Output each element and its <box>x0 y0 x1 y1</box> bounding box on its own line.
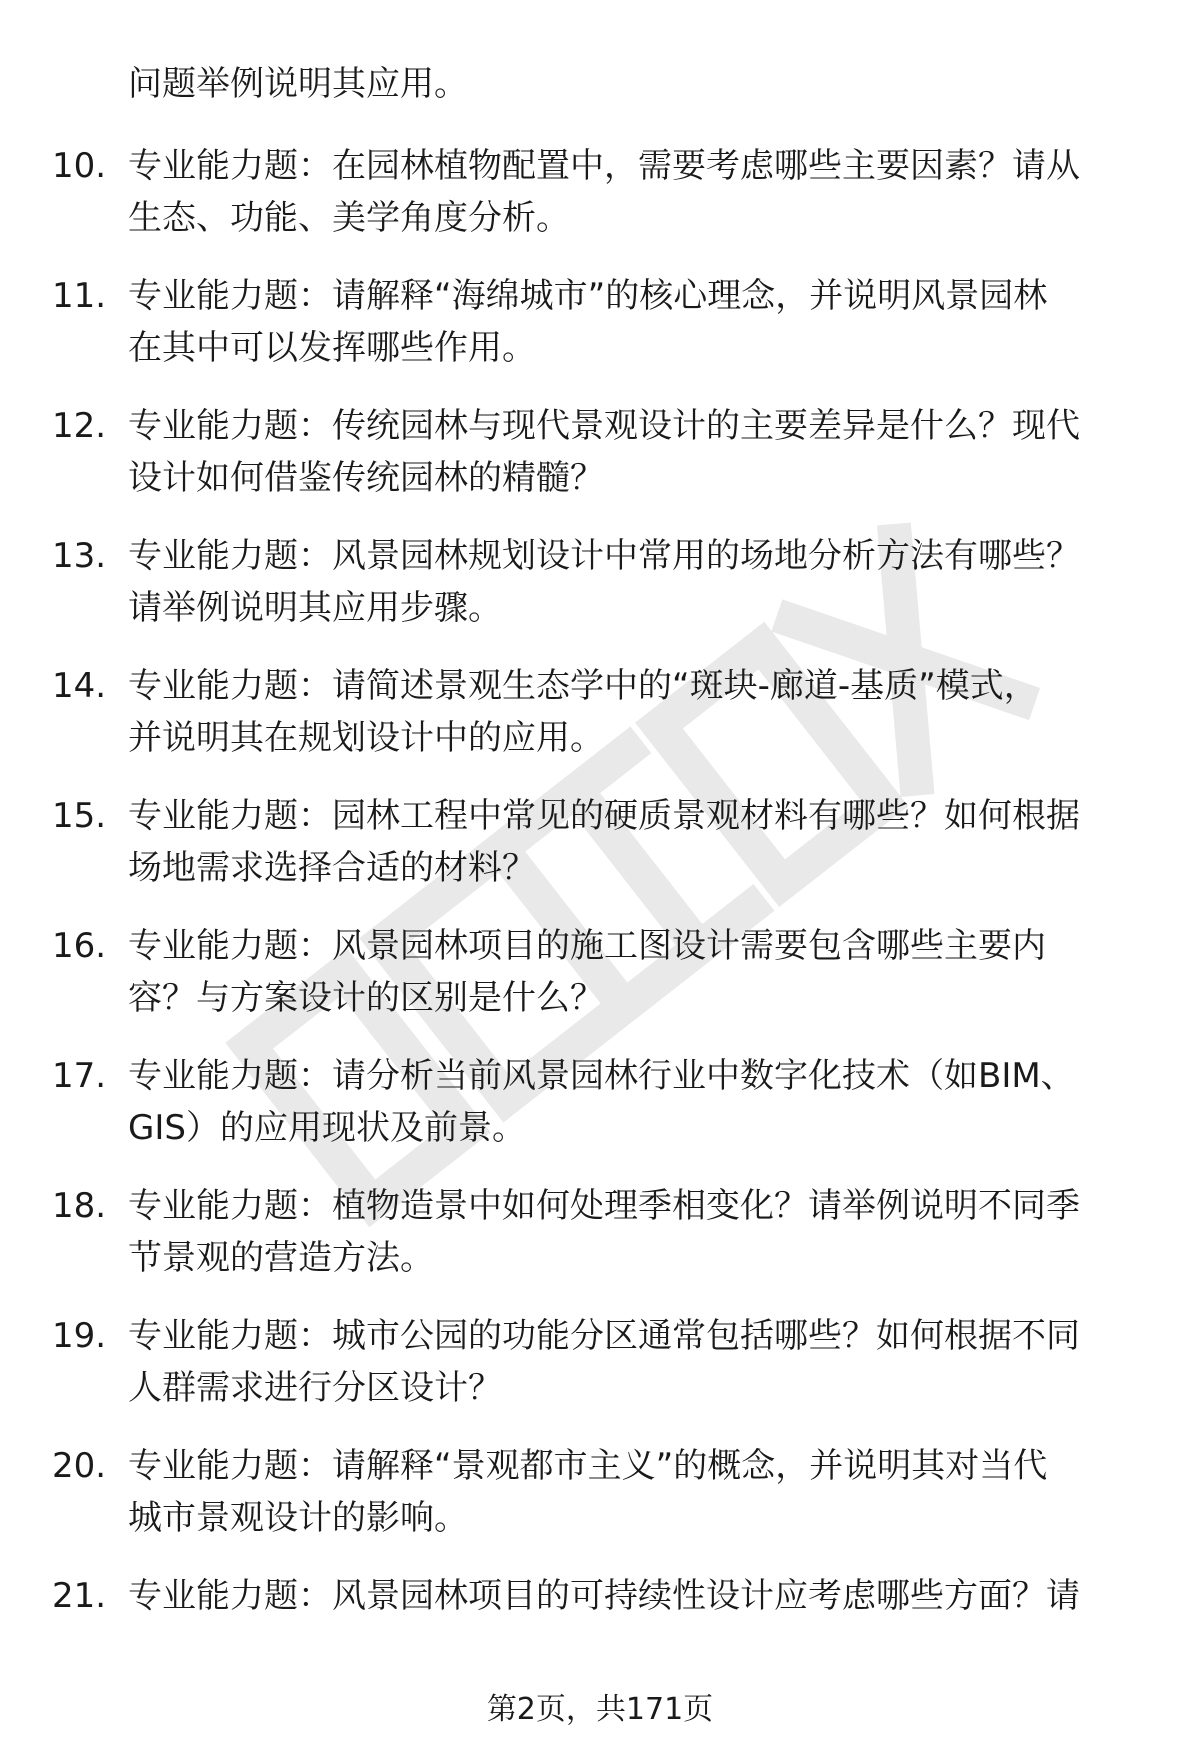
question-text <box>128 790 1138 894</box>
question-number: 21. <box>52 1576 107 1616</box>
question-text <box>128 1440 1138 1544</box>
question-line: 专业能力题：请解释“景观都市主义”的概念，并说明其对当代 <box>128 1446 1048 1486</box>
question-text <box>128 1180 1138 1284</box>
question-number: 18. <box>52 1186 107 1226</box>
question-line: GIS）的应用现状及前景。 <box>128 1108 526 1148</box>
question-item <box>0 1310 1200 1440</box>
question-item <box>0 1440 1200 1570</box>
question-line: 请举例说明其应用步骤。 <box>128 588 502 628</box>
question-number: 12. <box>52 406 107 446</box>
question-item <box>0 1570 1200 1700</box>
question-text <box>128 1310 1138 1414</box>
question-line: 专业能力题：传统园林与现代景观设计的主要差异是什么？现代 <box>128 406 1080 446</box>
question-line: 专业能力题：植物造景中如何处理季相变化？请举例说明不同季 <box>128 1186 1080 1226</box>
question-number: 17. <box>52 1056 107 1096</box>
question-text <box>128 400 1138 504</box>
question-line: 专业能力题：风景园林规划设计中常用的场地分析方法有哪些？ <box>128 536 1080 576</box>
question-item <box>0 270 1200 400</box>
question-text <box>128 1050 1138 1154</box>
question-number: 13. <box>52 536 107 576</box>
question-item <box>0 920 1200 1050</box>
question-line: 人群需求进行分区设计？ <box>128 1368 502 1408</box>
question-item <box>0 660 1200 790</box>
question-line: 设计如何借鉴传统园林的精髓？ <box>128 458 604 498</box>
page-footer: 第2页，共171页 <box>486 1692 714 1727</box>
question-line: 专业能力题：请简述景观生态学中的“斑块-廊道-基质”模式， <box>128 666 1038 706</box>
question-text <box>128 270 1138 374</box>
question-line: 城市景观设计的影响。 <box>128 1498 468 1538</box>
question-text <box>128 140 1138 244</box>
question-list <box>0 140 1200 1700</box>
question-item <box>0 1050 1200 1180</box>
question-line: 场地需求选择合适的材料？ <box>128 848 536 888</box>
question-number: 20. <box>52 1446 107 1486</box>
question-line: 专业能力题：请解释“海绵城市”的核心理念，并说明风景园林 <box>128 276 1048 316</box>
question-item <box>0 790 1200 920</box>
question-line: 容？与方案设计的区别是什么？ <box>128 978 604 1018</box>
question-line: 专业能力题：风景园林项目的可持续性设计应考虑哪些方面？请 <box>128 1576 1080 1616</box>
question-item <box>0 1180 1200 1310</box>
question-line: 专业能力题：城市公园的功能分区通常包括哪些？如何根据不同 <box>128 1316 1080 1356</box>
question-number: 19. <box>52 1316 107 1356</box>
question-line: 专业能力题：风景园林项目的施工图设计需要包含哪些主要内 <box>128 926 1046 966</box>
question-number: 15. <box>52 796 107 836</box>
question-number: 14. <box>52 666 107 706</box>
question-line: 节景观的营造方法。 <box>128 1238 434 1278</box>
question-line: 专业能力题：园林工程中常见的硬质景观材料有哪些？如何根据 <box>128 796 1080 836</box>
question-text <box>128 920 1138 1024</box>
question-line: 并说明其在规划设计中的应用。 <box>128 718 604 758</box>
question-text <box>128 530 1138 634</box>
question-line: 专业能力题：请分析当前风景园林行业中数字化技术（如BIM、 <box>128 1056 1075 1096</box>
question-number: 16. <box>52 926 107 966</box>
question-line: 生态、功能、美学角度分析。 <box>128 198 570 238</box>
question-text <box>128 660 1138 764</box>
question-number: 10. <box>52 146 107 186</box>
question-item <box>0 400 1200 530</box>
question-item <box>0 530 1200 660</box>
question-number: 11. <box>52 276 107 316</box>
continuation-line: 问题举例说明其应用。 <box>128 64 468 104</box>
question-text <box>128 1570 1138 1622</box>
question-line: 专业能力题：在园林植物配置中，需要考虑哪些主要因素？请从 <box>128 146 1080 186</box>
question-line: 在其中可以发挥哪些作用。 <box>128 328 536 368</box>
question-item <box>0 140 1200 270</box>
